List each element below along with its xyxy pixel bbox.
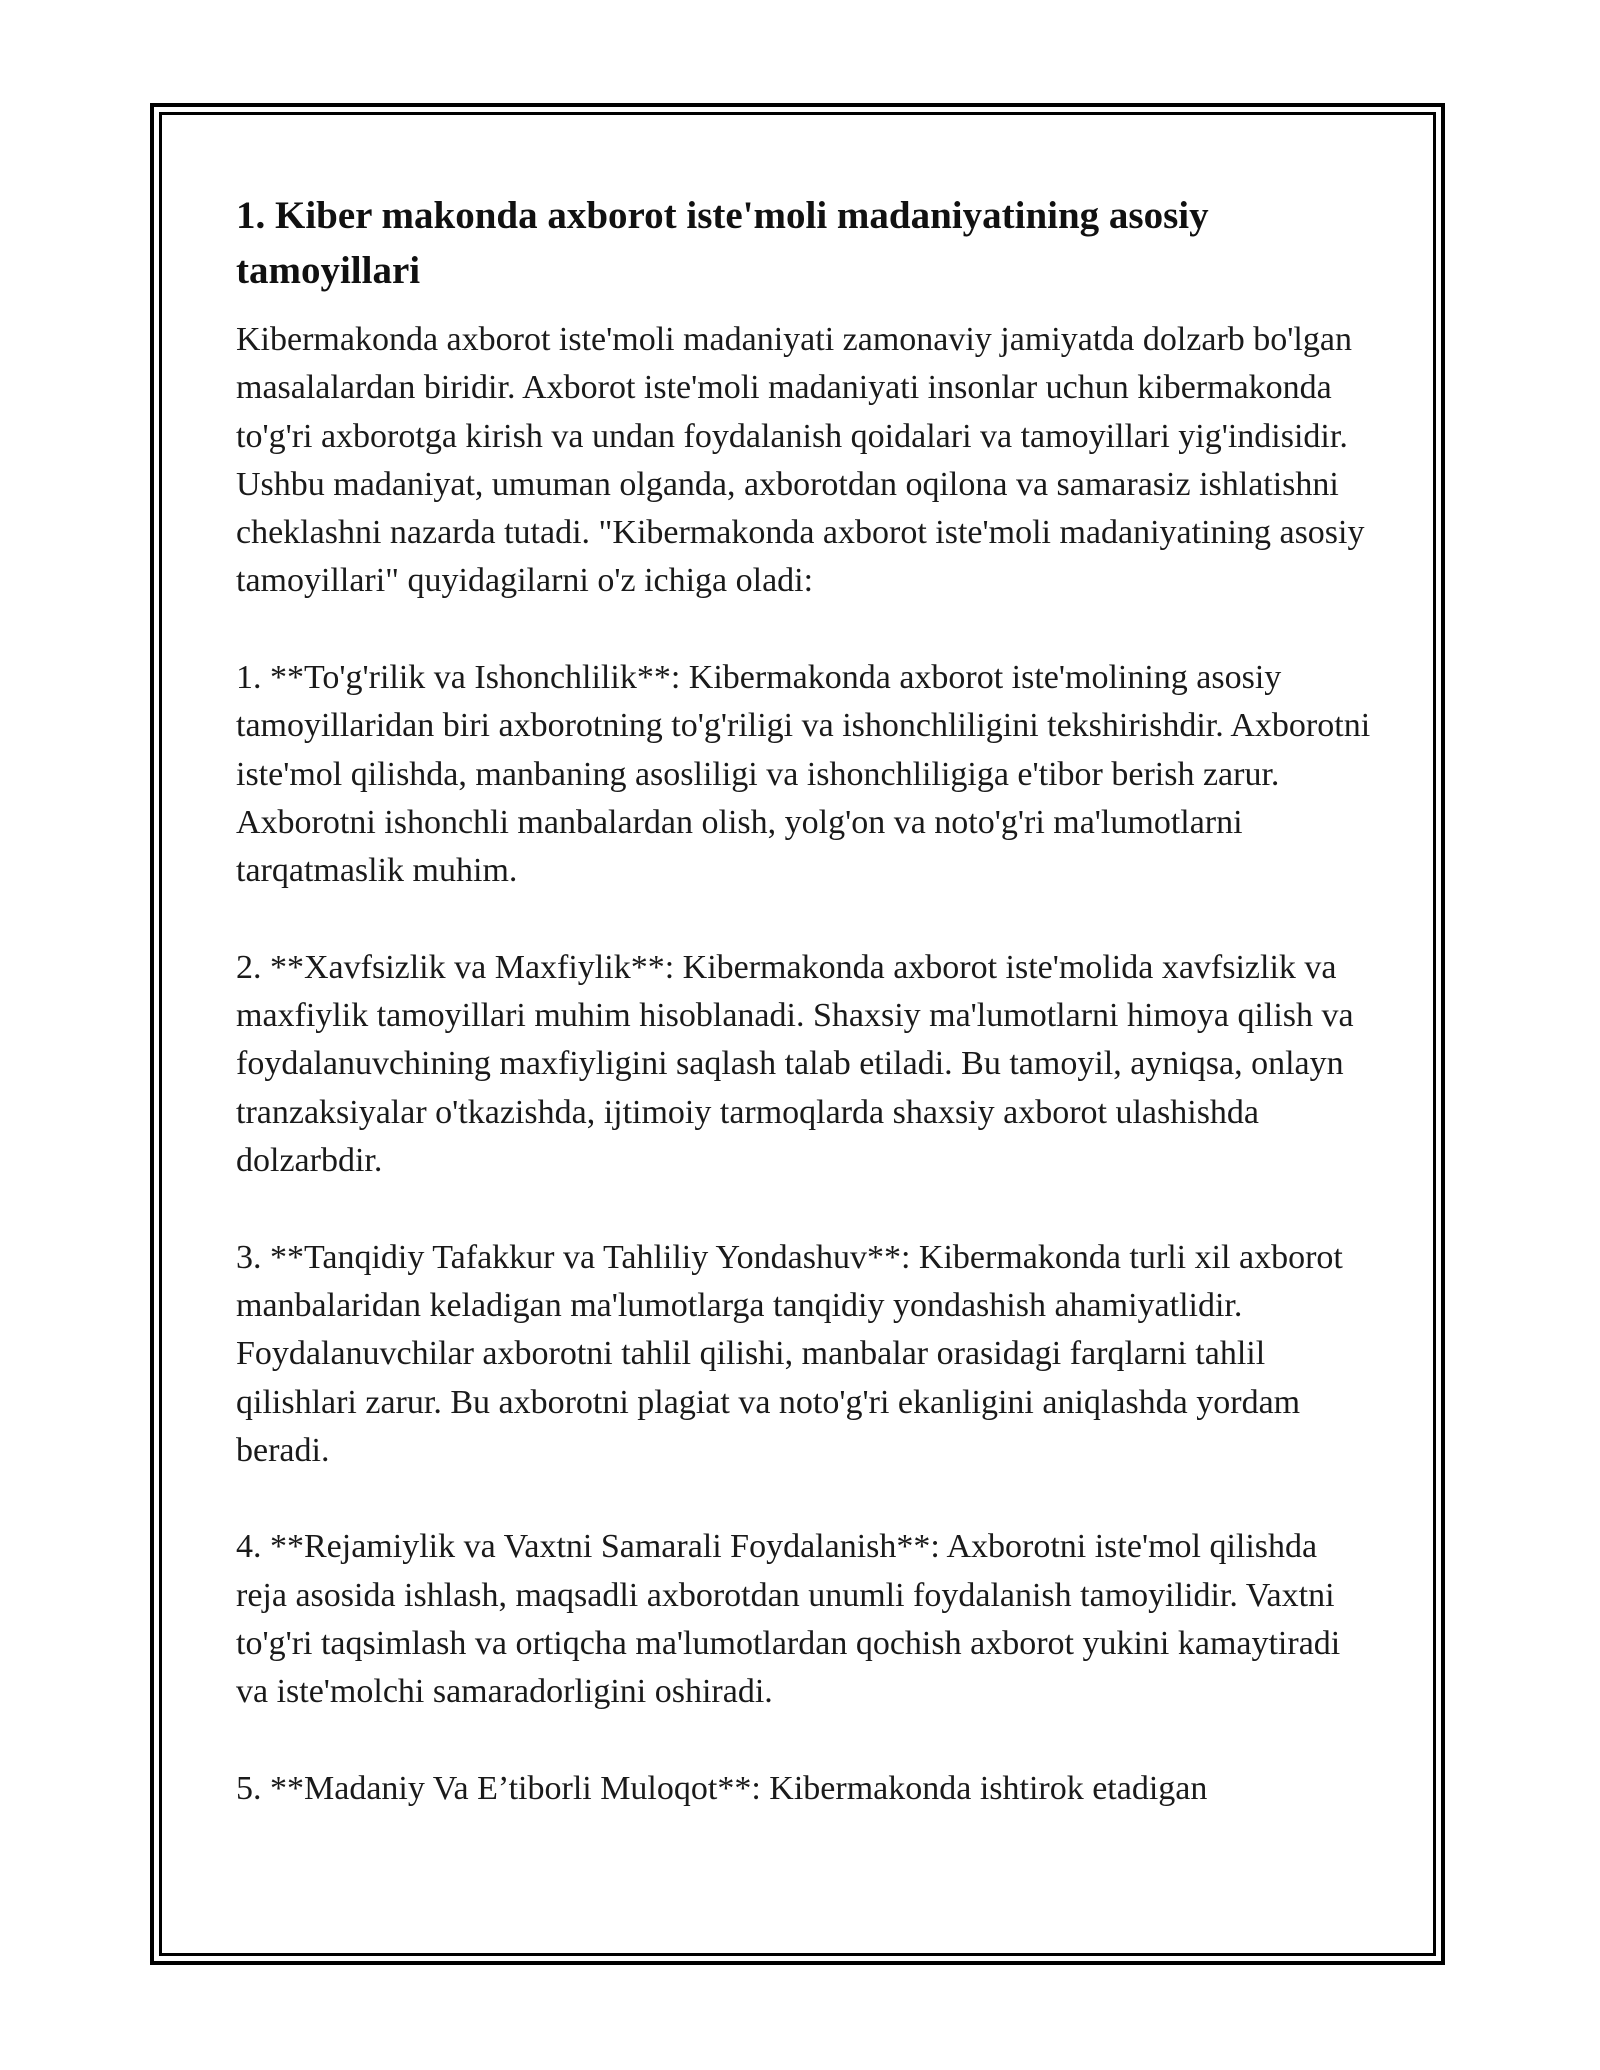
principle-2-paragraph: 2. **Xavfsizlik va Maxfiylik**: Kibermakonda axborot iste'molida xavfsizlik va maxfiylik tamoyillari muhim hisoblanadi. Shaxsiy ma'lumotlarni himoya qilish va foydalanuvchining maxfiyligini saqlash talab etiladi. Bu tamoyil, ayniqsa, onlayn tranzaksiyalar o'tkazishda, ijtimoiy tarmoqlarda shaxsiy axborot ulashishda dolzarbdir. xyxy=(236,948,1354,1180)
intro-paragraph: Kibermakonda axborot iste'moli madaniyati zamonaviy jamiyatda dolzarb bo'lgan masalalardan biridir. Axborot iste'moli madaniyati insonlar uchun kibermakonda to'g'ri axborotga kirish va undan foydalanish qoidalari va tamoyillari yig'indisidir. Ushbu madaniyat, umuman olganda, axborotdan oqilona va samarasiz ishlatishni cheklashni nazarda tutadi. "Kibermakonda axborot iste'moli madaniyatining asosiy tamoyillari" quyidagilarni o'z ichiga oladi: xyxy=(236,321,1365,600)
principle-5-paragraph: 5. **Madaniy Va E’tiborli Muloqot**: Kibermakonda ishtirok etadigan xyxy=(236,1769,1208,1807)
principle-4-paragraph: 4. **Rejamiylik va Vaxtni Samarali Foydalanish**: Axborotni iste'mol qilishda reja asosida ishlash, maqsadli axborotdan unumli foydalanish tamoyilidir. Vaxtni to'g'ri taqsimlash va ortiqcha ma'lumotlardan qochish axborot yukini kamaytiradi va iste'molchi samaradorligini oshiradi. xyxy=(236,1528,1341,1711)
section-heading: 1. Kiber makonda axborot iste'moli madaniyatining asosiy tamoyillari xyxy=(236,194,1209,292)
principle-1-paragraph: 1. **To'g'rilik va Ishonchlilik**: Kibermakonda axborot iste'molining asosiy tamoyillaridan biri axborotning to'g'riligi va ishonchliligini tekshirishdir. Axborotni iste'mol qilishda, manbaning asosliligi va ishonchliligiga e'tibor berish zarur. Axborotni ishonchli manbalardan olish, yolg'on va noto'g'ri ma'lumotlarni tarqatmaslik muhim. xyxy=(236,659,1371,890)
principle-3-paragraph: 3. **Tanqidiy Tafakkur va Tahliliy Yondashuv**: Kibermakonda turli xil axborot manbalaridan keladigan ma'lumotlarga tanqidiy yondashish ahamiyatlidir. Foydalanuvchilar axborotni tahlil qilishi, manbalar orasidagi farqlarni tahlil qilishlari zarur. Bu axborotni plagiat va noto'g'ri ekanligini aniqlashda yordam beradi. xyxy=(236,1238,1343,1469)
document-body xyxy=(236,188,1376,1862)
